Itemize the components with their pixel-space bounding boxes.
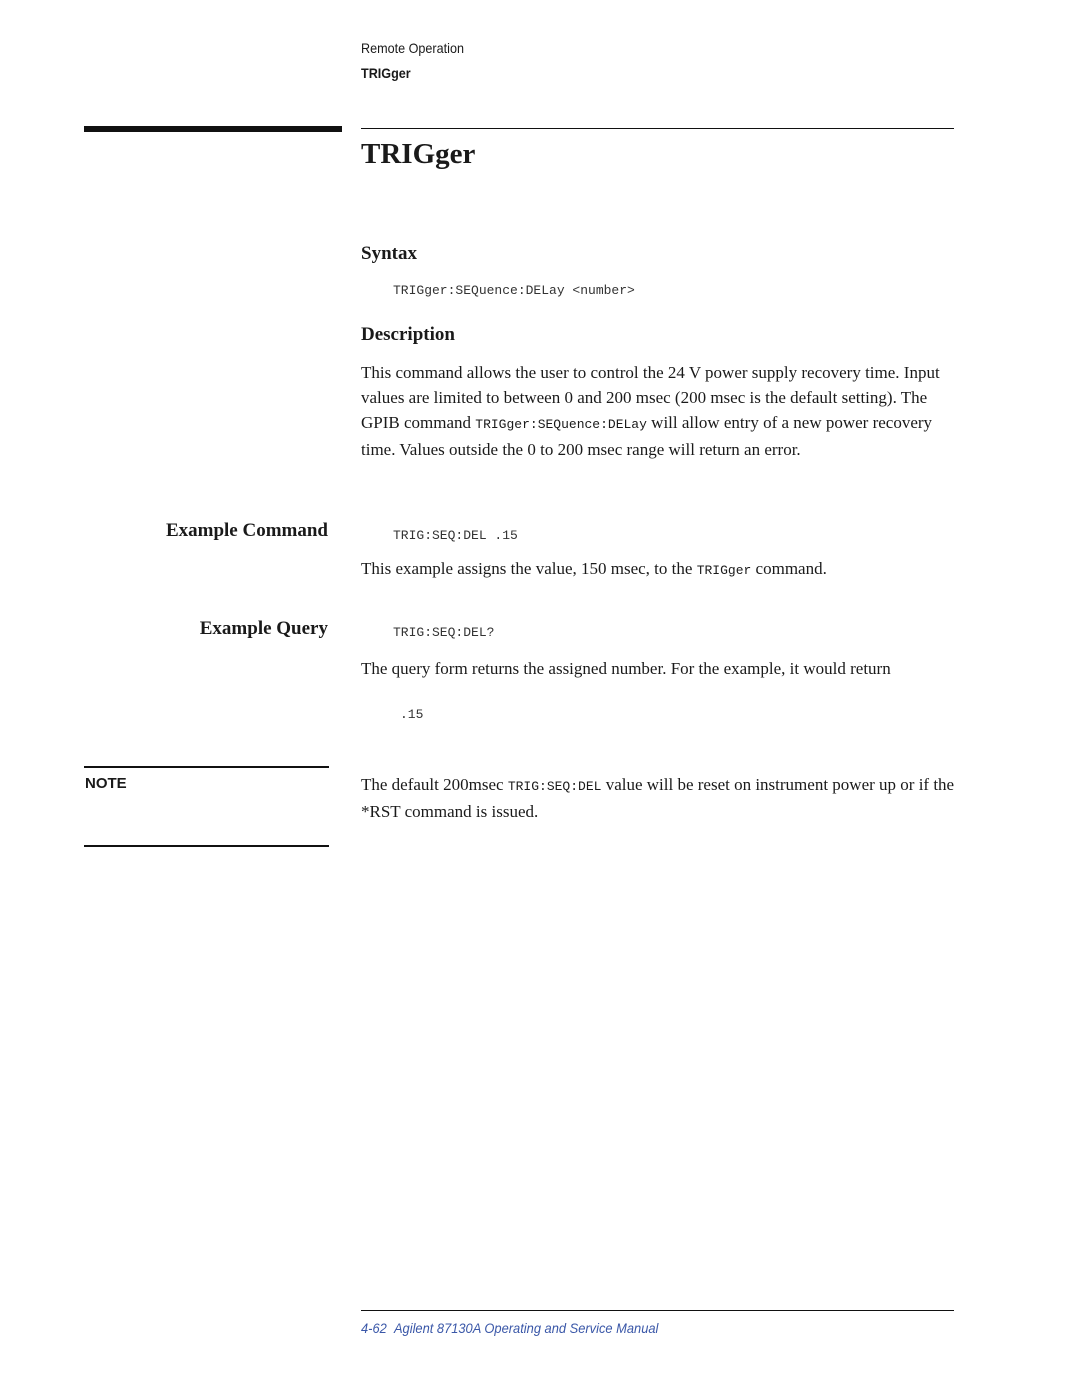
note-bottom-rule (84, 845, 329, 847)
example-query-result: .15 (400, 707, 424, 722)
example-command-paragraph (361, 556, 961, 583)
description-heading: Description (361, 324, 455, 345)
example-command-code: TRIG:SEQ:DEL .15 (393, 528, 518, 543)
note-text-2: value will be reset on instrument power up or if the *RST command is issued. (361, 775, 955, 821)
running-header-section: Remote Operation (361, 40, 464, 56)
syntax-code: TRIGger:SEQuence:DELay <number> (393, 283, 635, 298)
example-command-text-1: This example assigns the value, 150 msec, to the (361, 559, 697, 578)
example-command-inline-code: TRIGger (696, 563, 752, 578)
section-thick-rule (84, 126, 342, 132)
example-query-code: TRIG:SEQ:DEL? (393, 625, 495, 640)
example-command-text-2: command. (751, 559, 827, 578)
footer-page-number: 4-62 (361, 1320, 387, 1336)
example-query-heading: Example Query (199, 618, 328, 639)
note-paragraph (361, 772, 961, 824)
page-title: TRIGger (361, 138, 476, 170)
note-inline-code: TRIG:SEQ:DEL (507, 779, 602, 794)
description-paragraph (361, 360, 957, 462)
description-text-1: This command allows the user to control the 24 V power supply recovery time. Input values are limited to between 0 and 200 msec (200 msec is the default setting). The GPIB command (361, 363, 940, 432)
description-inline-code: TRIGger:SEQuence:DELay (475, 417, 647, 432)
footer-manual-title: Agilent 87130A Operating and Service Manual (393, 1320, 659, 1336)
note-top-rule (84, 766, 329, 768)
note-text-1: The default 200msec (361, 775, 508, 794)
page-footer (361, 1320, 658, 1336)
example-command-heading: Example Command (165, 520, 328, 541)
footer-rule (361, 1310, 954, 1311)
note-label: NOTE (85, 775, 127, 792)
example-query-paragraph: The query form returns the assigned number. For the example, it would return (361, 659, 891, 678)
syntax-heading: Syntax (361, 243, 417, 264)
description-text-2: will allow entry of a new power recovery time. Values outside the 0 to 200 msec range will return an error. (361, 413, 933, 459)
section-thin-rule (361, 128, 954, 129)
running-header-topic: TRIGger (361, 65, 411, 81)
